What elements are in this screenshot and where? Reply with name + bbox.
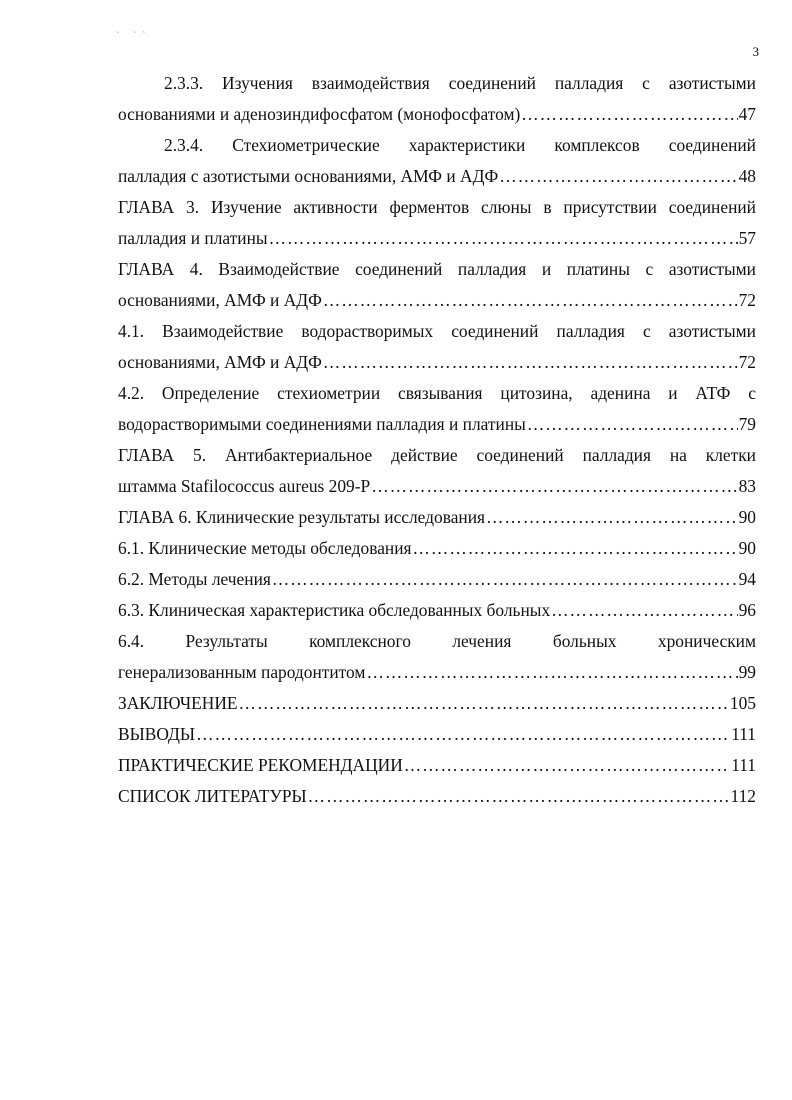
toc-entry[interactable] xyxy=(118,626,756,688)
toc-entry-line xyxy=(118,347,756,378)
toc-entry-page: 94 xyxy=(738,569,756,589)
dot-leader xyxy=(239,688,729,719)
toc-entry-page: 79 xyxy=(738,414,756,434)
toc-entry-line xyxy=(118,564,756,595)
toc-entry-page: 90 xyxy=(738,507,756,527)
toc-entry-line xyxy=(118,223,756,254)
toc-entry-title: ГЛАВА 6. Клинические результаты исследования xyxy=(118,507,486,527)
toc-entry-page: 48 xyxy=(738,166,756,186)
toc-entry-page: 105 xyxy=(729,693,756,713)
toc-entry[interactable] xyxy=(118,378,756,440)
toc-entry-line xyxy=(118,502,756,533)
dot-leader xyxy=(196,719,730,750)
toc-entry-title-line: 4.1. Взаимодействие водорастворимых соединений палладия с азотистыми xyxy=(118,321,756,341)
toc-entry[interactable] xyxy=(118,533,756,564)
toc-entry-page: 90 xyxy=(738,538,756,558)
dot-leader xyxy=(308,781,730,812)
toc-entry[interactable] xyxy=(118,750,756,781)
dot-leader xyxy=(269,223,738,254)
toc-entry-line xyxy=(118,161,756,192)
dot-leader xyxy=(499,161,737,192)
toc-entry-title: штамма Stafilococcus aureus 209-P xyxy=(118,476,371,496)
toc-entry-page: 83 xyxy=(738,476,756,496)
toc-entry[interactable] xyxy=(118,440,756,502)
dot-leader xyxy=(551,595,737,626)
toc-entry-line xyxy=(118,719,756,750)
toc-entry-title-line: ГЛАВА 4. Взаимодействие соединений палладия и платины с азотистыми xyxy=(118,259,756,279)
toc-entry-line xyxy=(118,657,756,688)
toc-entry-line xyxy=(118,409,756,440)
dot-leader xyxy=(323,285,738,316)
toc-entry[interactable] xyxy=(118,192,756,254)
toc-entry-page: 99 xyxy=(738,662,756,682)
dot-leader xyxy=(527,409,738,440)
toc-entry-line xyxy=(118,533,756,564)
dot-leader xyxy=(413,533,738,564)
toc-entry-title: палладия и платины xyxy=(118,228,268,248)
toc-entry-line xyxy=(118,781,756,812)
toc-entry[interactable] xyxy=(118,68,756,130)
toc-entry-line xyxy=(118,750,756,781)
toc-entry-title: 6.2. Методы лечения xyxy=(118,569,271,589)
toc-entry-title: водорастворимыми соединениями палладия и платины xyxy=(118,414,526,434)
dot-leader xyxy=(366,657,737,688)
toc-entry-title: 6.3. Клиническая характеристика обследованных больных xyxy=(118,600,551,620)
toc-entry-page: 96 xyxy=(738,600,756,620)
toc-entry[interactable] xyxy=(118,719,756,750)
toc-entry-title-line: 2.3.3. Изучения взаимодействия соединений палладия с азотистыми xyxy=(164,73,756,93)
toc-entry[interactable] xyxy=(118,130,756,192)
toc-entry-title: ПРАКТИЧЕСКИЕ РЕКОМЕНДАЦИИ xyxy=(118,755,403,775)
toc-entry[interactable] xyxy=(118,781,756,812)
toc-entry-title-line: 4.2. Определение стехиометрии связывания цитозина, аденина и АТФ с xyxy=(118,383,756,403)
dot-leader xyxy=(323,347,738,378)
toc-entry[interactable] xyxy=(118,595,756,626)
toc-entry-title: основаниями и аденозиндифосфатом (монофосфатом) xyxy=(118,104,521,124)
toc-entry[interactable] xyxy=(118,316,756,378)
toc-entry[interactable] xyxy=(118,688,756,719)
dot-leader xyxy=(404,750,730,781)
toc-entry-title: 6.1. Клинические методы обследования xyxy=(118,538,412,558)
toc-entry-title: основаниями, АМФ и АДФ xyxy=(118,290,322,310)
toc-entry-page: 111 xyxy=(731,755,756,775)
dot-leader xyxy=(486,502,738,533)
page-number: 3 xyxy=(752,44,759,59)
toc-entry-line xyxy=(118,471,756,502)
toc-entry-title-line: 6.4. Результаты комплексного лечения больных хроническим xyxy=(118,631,756,651)
toc-entry-page: 72 xyxy=(738,352,756,372)
toc-entry-title: ЗАКЛЮЧЕНИЕ xyxy=(118,693,238,713)
dot-leader xyxy=(371,471,737,502)
toc-entry[interactable] xyxy=(118,564,756,595)
toc-entry-line xyxy=(118,595,756,626)
scan-mark: ` `` xyxy=(116,30,152,40)
toc-entry[interactable] xyxy=(118,502,756,533)
toc-entry-title: генерализованным пародонтитом xyxy=(118,662,366,682)
toc-entry-page: 111 xyxy=(731,724,756,744)
toc-entry-page: 72 xyxy=(738,290,756,310)
toc-entry-line xyxy=(118,99,756,130)
dot-leader xyxy=(272,564,738,595)
toc-entry-page: 112 xyxy=(730,786,756,806)
dot-leader xyxy=(521,99,737,130)
table-of-contents xyxy=(118,68,756,812)
toc-entry-title-line: 2.3.4. Стехиометрические характеристики комплексов соединений xyxy=(164,135,756,155)
toc-entry-line xyxy=(118,285,756,316)
toc-entry-page: 47 xyxy=(738,104,756,124)
toc-entry-title: палладия с азотистыми основаниями, АМФ и АДФ xyxy=(118,166,499,186)
toc-entry[interactable] xyxy=(118,254,756,316)
toc-entry-title-line: ГЛАВА 3. Изучение активности ферментов слюны в присутствии соединений xyxy=(118,197,756,217)
toc-entry-title: основаниями, АМФ и АДФ xyxy=(118,352,322,372)
toc-entry-line xyxy=(118,688,756,719)
toc-entry-title: СПИСОК ЛИТЕРАТУРЫ xyxy=(118,786,307,806)
toc-entry-title: ВЫВОДЫ xyxy=(118,724,196,744)
toc-entry-page: 57 xyxy=(738,228,756,248)
toc-entry-title-line: ГЛАВА 5. Антибактериальное действие соединений палладия на клетки xyxy=(118,445,756,465)
